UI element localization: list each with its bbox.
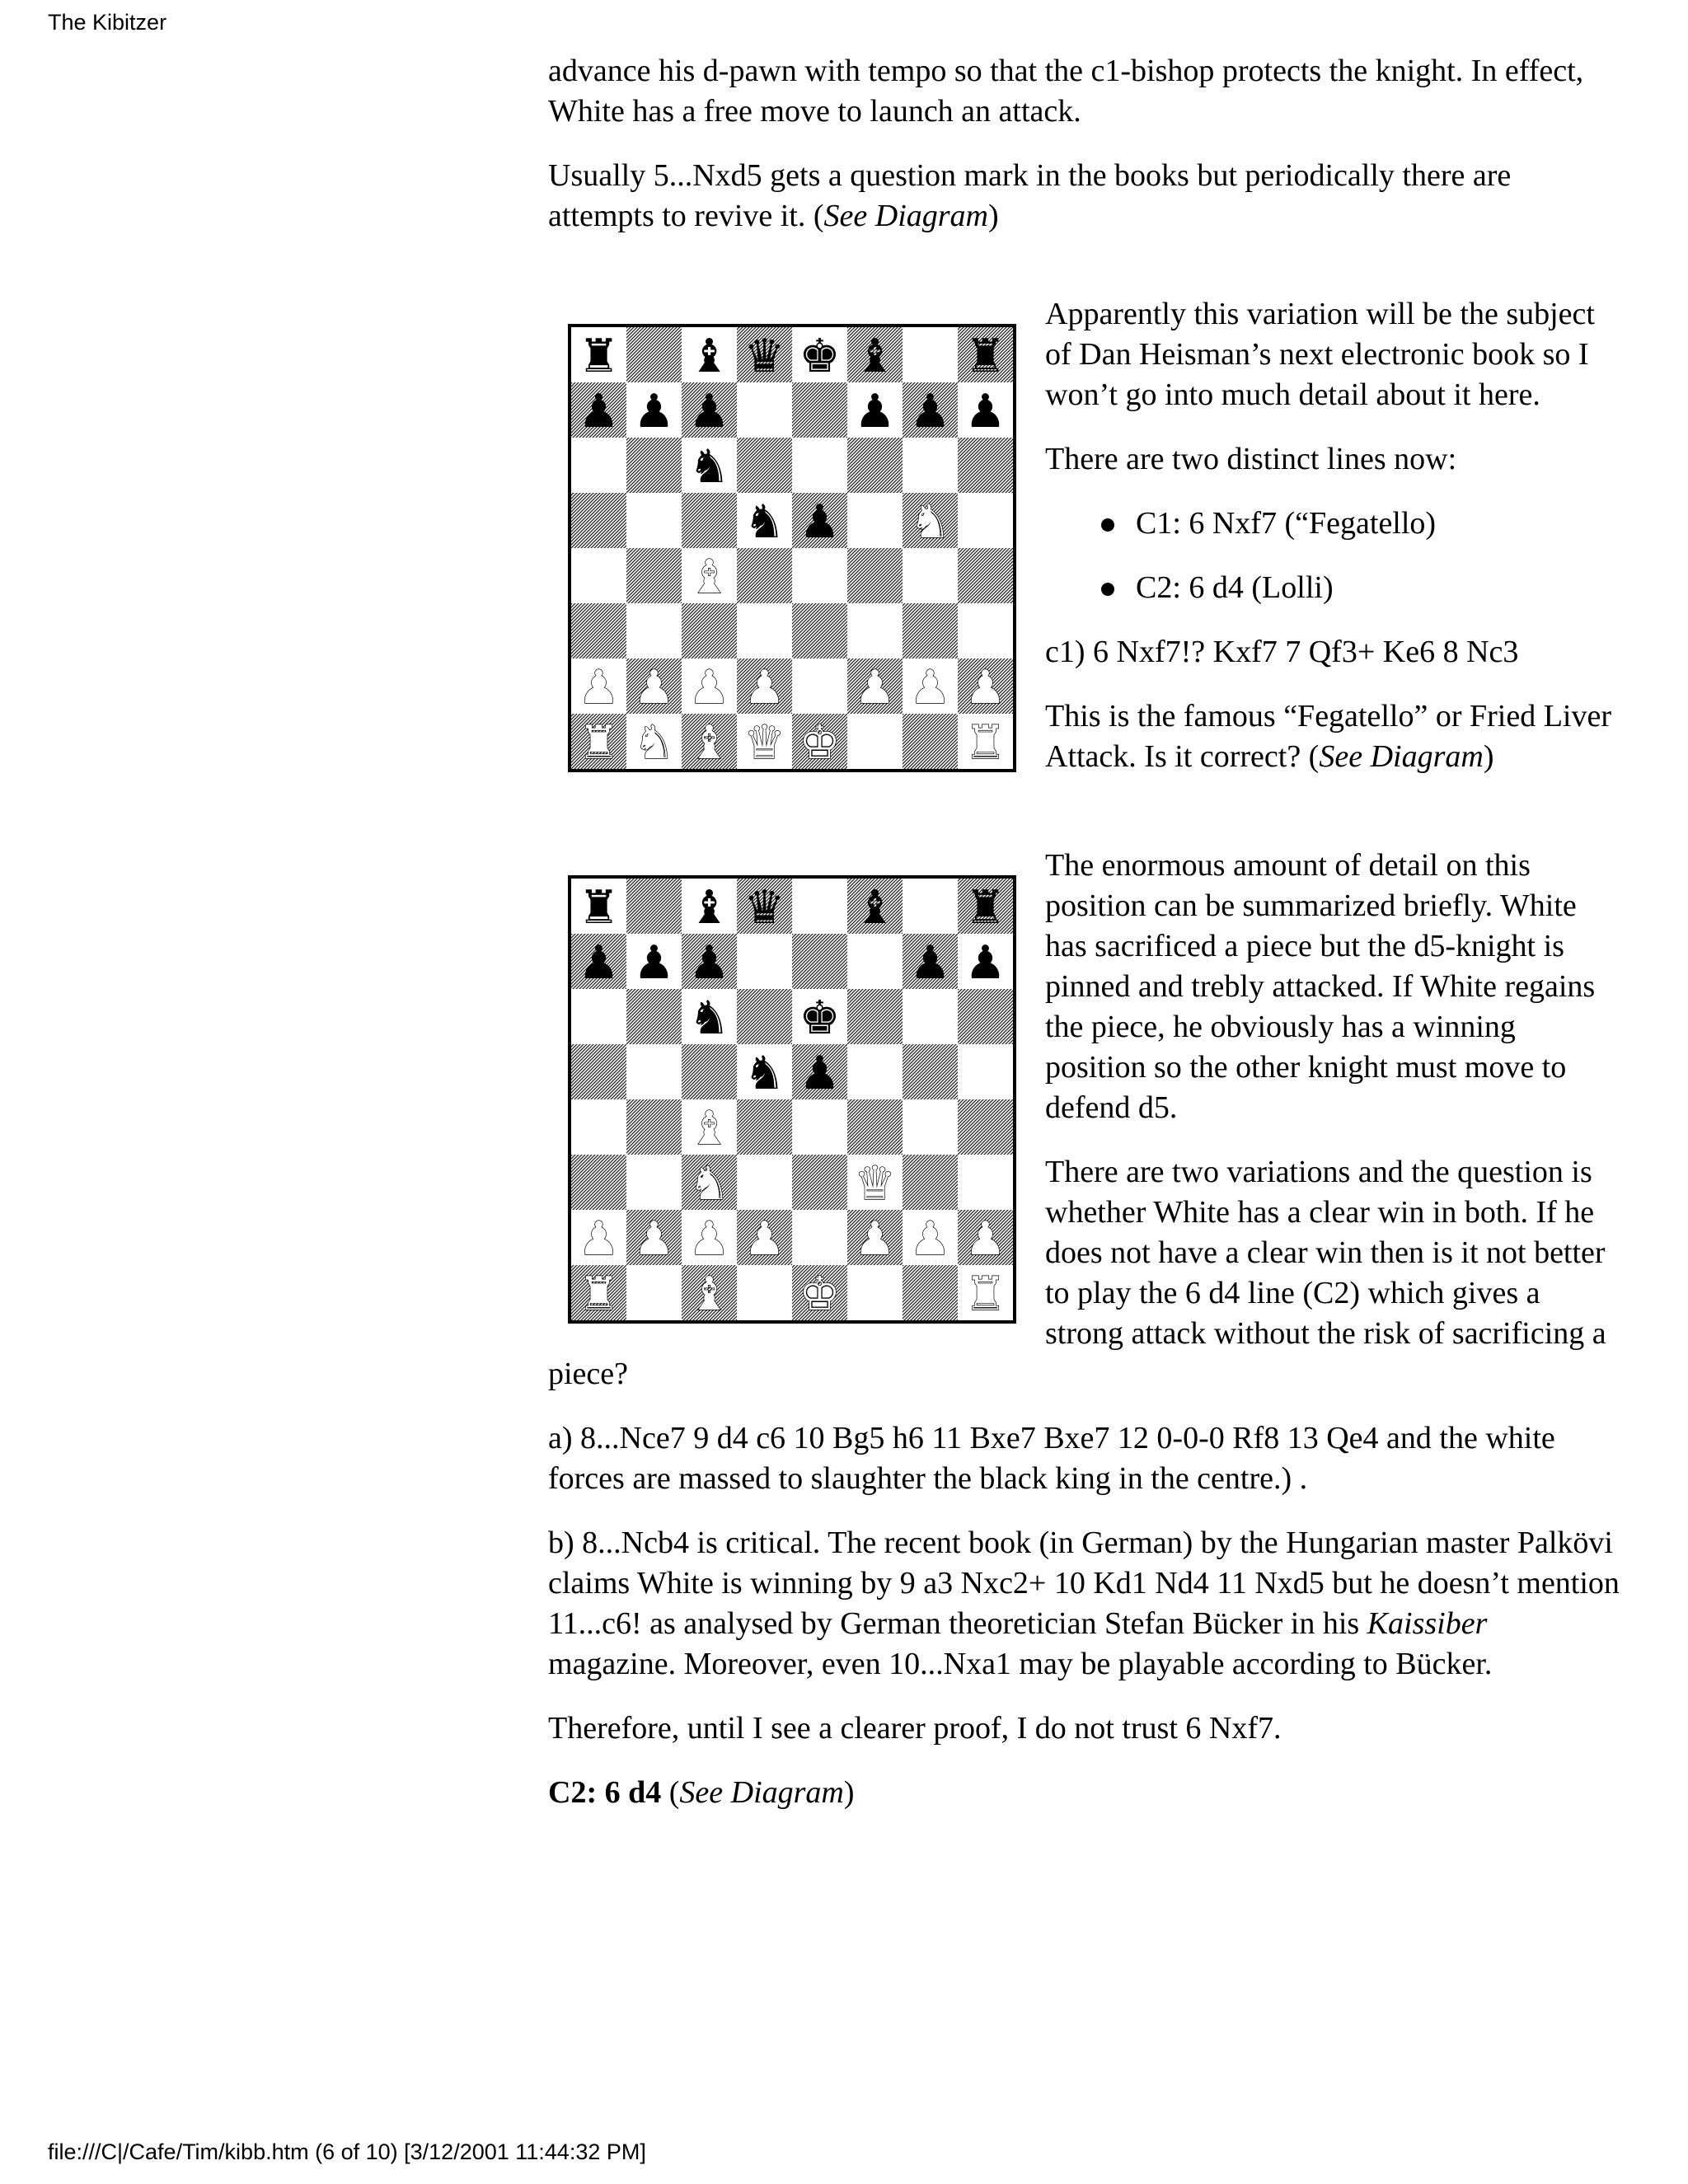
list-item-text: C2: 6 d4 (Lolli) — [1136, 570, 1334, 605]
board-square — [626, 438, 682, 493]
board-square — [682, 1044, 737, 1099]
magazine-title: Kaissiber — [1367, 1606, 1488, 1641]
chess-board-1-svg — [571, 327, 1013, 769]
white-pawn-icon: ♟ — [633, 1212, 675, 1266]
black-pawn-icon: ♟ — [688, 385, 730, 438]
white-king-icon: ♚ — [799, 716, 841, 769]
white-pawn-icon: ♟ — [854, 661, 896, 715]
close-paren: ) — [843, 1775, 855, 1810]
paragraph-line-a: a) 8...Nce7 9 d4 c6 10 Bg5 h6 11 Bxe7 Bxe7 12 0-0-0 Rf8 13 Qe4 and the white forces are massed to slaughter the black king in the centre.) . — [548, 1421, 1555, 1496]
chess-diagram-1 — [568, 324, 1016, 772]
board-square — [958, 603, 1013, 658]
black-bishop-icon: ♝ — [854, 330, 896, 383]
paragraph-c2-heading — [548, 1773, 1620, 1813]
board-square — [626, 989, 682, 1044]
white-pawn-icon: ♟ — [578, 661, 620, 715]
board-square — [792, 548, 847, 603]
board-square — [626, 548, 682, 603]
board-square — [737, 382, 792, 438]
running-head: The Kibitzer — [48, 10, 167, 35]
black-pawn-icon: ♟ — [854, 385, 896, 438]
board-square — [737, 438, 792, 493]
black-pawn-icon: ♟ — [688, 936, 730, 990]
chess-diagram-2 — [568, 875, 1016, 1324]
see-diagram-link: See Diagram — [679, 1775, 844, 1810]
white-queen-icon: ♛ — [854, 1157, 896, 1211]
board-square — [792, 658, 847, 714]
board-square — [626, 1044, 682, 1099]
board-square — [571, 1155, 626, 1210]
white-pawn-icon: ♟ — [909, 1212, 951, 1266]
white-pawn-icon: ♟ — [688, 661, 730, 715]
board-square — [847, 1265, 903, 1320]
white-bishop-icon: ♝ — [688, 551, 730, 604]
board-square — [847, 714, 903, 769]
board-square — [571, 438, 626, 493]
board-square — [792, 934, 847, 989]
black-rook-icon: ♜ — [578, 881, 620, 935]
white-bishop-icon: ♝ — [688, 716, 730, 769]
see-diagram-link: See Diagram — [823, 199, 988, 233]
white-king-icon: ♚ — [799, 1268, 841, 1320]
black-bishop-icon: ♝ — [688, 881, 730, 935]
board-square — [737, 1099, 792, 1155]
board-square — [958, 989, 1013, 1044]
chess-board-2-svg — [571, 879, 1013, 1320]
bullet-icon — [1101, 583, 1114, 596]
black-pawn-icon: ♟ — [578, 936, 620, 990]
board-square — [847, 548, 903, 603]
black-pawn-icon: ♟ — [633, 385, 675, 438]
board-square — [792, 438, 847, 493]
white-pawn-icon: ♟ — [964, 661, 1006, 715]
open-paren: ( — [661, 1775, 680, 1810]
article-content — [548, 51, 1620, 1837]
white-bishop-icon: ♝ — [688, 1102, 730, 1155]
black-queen-icon: ♛ — [743, 881, 785, 935]
white-pawn-icon: ♟ — [909, 661, 951, 715]
board-square — [626, 603, 682, 658]
board-square — [571, 548, 626, 603]
bullet-icon — [1101, 518, 1114, 532]
black-pawn-icon: ♟ — [799, 1047, 841, 1100]
board-square — [847, 493, 903, 548]
black-pawn-icon: ♟ — [799, 495, 841, 549]
board-square — [737, 1265, 792, 1320]
board-square — [958, 438, 1013, 493]
line-b-text-2: magazine. Moreover, even 10...Nxa1 may be playable according to Bücker. — [548, 1647, 1493, 1681]
black-knight-icon: ♞ — [743, 495, 785, 549]
see-diagram-link: See Diagram — [1319, 739, 1484, 774]
board-square — [737, 603, 792, 658]
board-square — [903, 548, 958, 603]
paragraph-line-b — [548, 1523, 1620, 1685]
black-king-icon: ♚ — [799, 991, 841, 1045]
board-square — [903, 327, 958, 382]
black-bishop-icon: ♝ — [688, 330, 730, 383]
board-square — [903, 1155, 958, 1210]
board-square — [571, 1099, 626, 1155]
board-square — [958, 1099, 1013, 1155]
board-square — [903, 438, 958, 493]
board-square — [571, 603, 626, 658]
white-pawn-icon: ♟ — [743, 661, 785, 715]
board-square — [903, 1099, 958, 1155]
paragraph-therefore: Therefore, until I see a clearer proof, I do not trust 6 Nxf7. — [548, 1711, 1282, 1746]
figure1-text-c1: c1) 6 Nxf7!? Kxf7 7 Qf3+ Ke6 8 Nc3 — [1045, 635, 1519, 669]
fegatello-text: This is the famous “Fegatello” or Fried Liver Attack. Is it correct? ( — [1045, 699, 1611, 774]
black-pawn-icon: ♟ — [578, 385, 620, 438]
board-square — [958, 1044, 1013, 1099]
board-square — [903, 714, 958, 769]
board-square — [571, 493, 626, 548]
white-pawn-icon: ♟ — [633, 661, 675, 715]
black-rook-icon: ♜ — [964, 330, 1006, 383]
board-square — [737, 934, 792, 989]
board-square — [626, 1155, 682, 1210]
black-pawn-icon: ♟ — [909, 385, 951, 438]
board-square — [682, 493, 737, 548]
board-square — [903, 1265, 958, 1320]
white-pawn-icon: ♟ — [743, 1212, 785, 1266]
white-knight-icon: ♞ — [688, 1157, 730, 1211]
board-square — [626, 879, 682, 934]
paragraph-nxd5-text: Usually 5...Nxd5 gets a question mark in the books but periodically there are attempts to revive it. ( — [548, 158, 1512, 233]
line-b-text-1: b) 8...Ncb4 is critical. The recent book (in German) by the Hungarian master Palkövi claims White is winning by 9 a3 Nxc2+ 10 Kd1 Nd4 11 Nxd5 but he doesn’t mention 11...c6! as analysed by German theoretician Stefan Bücker in his — [548, 1526, 1620, 1641]
white-bishop-icon: ♝ — [688, 1268, 730, 1320]
board-square — [626, 1099, 682, 1155]
board-square — [737, 548, 792, 603]
board-square — [626, 493, 682, 548]
board-square — [792, 603, 847, 658]
board-square — [571, 1044, 626, 1099]
board-square — [792, 382, 847, 438]
close-paren: ) — [988, 199, 999, 233]
board-square — [847, 934, 903, 989]
paragraph-nxd5 — [548, 156, 1620, 237]
board-square — [903, 879, 958, 934]
figure1-text-lines: There are two distinct lines now: — [1045, 442, 1457, 476]
list-item-text: C1: 6 Nxf7 (“Fegatello) — [1136, 506, 1437, 541]
black-bishop-icon: ♝ — [854, 881, 896, 935]
board-square — [847, 989, 903, 1044]
board-square — [737, 1155, 792, 1210]
board-square — [847, 603, 903, 658]
black-rook-icon: ♜ — [964, 881, 1006, 935]
black-knight-icon: ♞ — [743, 1047, 785, 1100]
black-knight-icon: ♞ — [688, 440, 730, 494]
board-square — [958, 493, 1013, 548]
white-rook-icon: ♜ — [578, 716, 620, 769]
board-square — [847, 1099, 903, 1155]
white-pawn-icon: ♟ — [578, 1212, 620, 1266]
board-square — [903, 603, 958, 658]
white-pawn-icon: ♟ — [688, 1212, 730, 1266]
board-square — [792, 1099, 847, 1155]
board-square — [737, 989, 792, 1044]
board-square — [958, 1155, 1013, 1210]
board-square — [571, 989, 626, 1044]
black-pawn-icon: ♟ — [964, 936, 1006, 990]
close-paren: ) — [1483, 739, 1494, 774]
white-pawn-icon: ♟ — [964, 1212, 1006, 1266]
board-square — [626, 1265, 682, 1320]
list-item — [1045, 504, 1620, 544]
figure1-text-heisman: Apparently this variation will be the subject of Dan Heisman’s next electronic book so I won’t go into much detail about it here. — [1045, 297, 1595, 412]
white-knight-icon: ♞ — [909, 495, 951, 549]
black-rook-icon: ♜ — [578, 330, 620, 383]
white-knight-icon: ♞ — [633, 716, 675, 769]
black-pawn-icon: ♟ — [909, 936, 951, 990]
figure2-text-variations: There are two variations and the question is whether White has a clear win in both. If he does not have a clear win then is it not better to play the 6 d4 line (C2) which gives a strong attack without the risk of sacrificing a piece? — [548, 1155, 1606, 1391]
page-footer: file:///C|/Cafe/Tim/kibb.htm (6 of 10) [3/12/2001 11:44:32 PM] — [48, 2139, 646, 2164]
list-item — [1045, 568, 1620, 608]
board-square — [847, 1044, 903, 1099]
board-square — [958, 548, 1013, 603]
board-square — [792, 879, 847, 934]
board-square — [792, 1155, 847, 1210]
white-queen-icon: ♛ — [743, 716, 785, 769]
board-square — [792, 1210, 847, 1265]
black-knight-icon: ♞ — [688, 991, 730, 1045]
paragraph-tempo: advance his d-pawn with tempo so that the c1-bishop protects the knight. In effect, White has a free move to launch an attack. — [548, 54, 1584, 129]
board-square — [682, 603, 737, 658]
black-king-icon: ♚ — [799, 330, 841, 383]
board-square — [903, 1044, 958, 1099]
black-queen-icon: ♛ — [743, 330, 785, 383]
lines-list — [1045, 504, 1620, 608]
board-square — [847, 438, 903, 493]
white-rook-icon: ♜ — [964, 1268, 1006, 1320]
figure-1 — [548, 294, 1620, 801]
white-rook-icon: ♜ — [964, 716, 1006, 769]
black-pawn-icon: ♟ — [633, 936, 675, 990]
white-pawn-icon: ♟ — [854, 1212, 896, 1266]
figure2-text-summary: The enormous amount of detail on this position can be summarized briefly. White has sacrificed a piece but the d5-knight is pinned and trebly attacked. If White regains the piece, he obviously has a winning position so the other knight must move to defend d5. — [1045, 848, 1596, 1125]
figure-2 — [548, 846, 1620, 1418]
white-rook-icon: ♜ — [578, 1268, 620, 1320]
board-square — [626, 327, 682, 382]
c2-heading: C2: 6 d4 — [548, 1775, 662, 1810]
board-square — [903, 989, 958, 1044]
black-pawn-icon: ♟ — [964, 385, 1006, 438]
